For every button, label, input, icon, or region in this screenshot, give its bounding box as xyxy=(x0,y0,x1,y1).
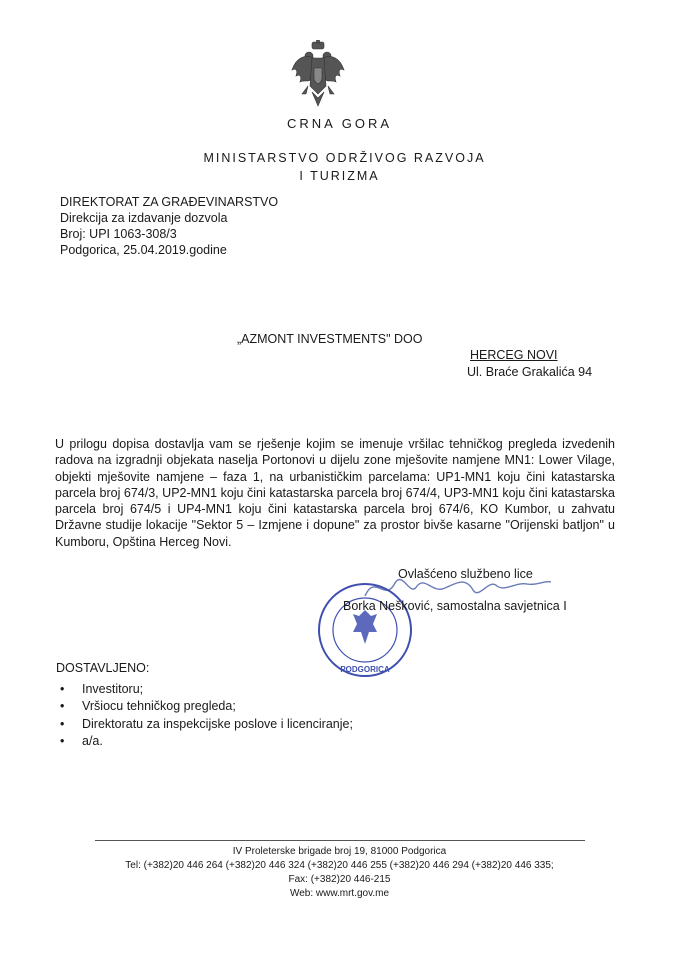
recipient-street: Ul. Braće Grakalića 94 xyxy=(467,365,593,379)
place-date: Podgorica, 25.04.2019.godine xyxy=(60,243,227,257)
bullet-icon: • xyxy=(60,733,65,748)
distribution-list xyxy=(60,681,353,750)
coat-of-arms-icon xyxy=(290,40,346,110)
department-name: Direkcija za izdavanje dozvola xyxy=(60,211,228,225)
list-item: • a/a. xyxy=(60,733,353,750)
footer-phone: Tel: (+382)20 446 264 (+382)20 446 324 (+382)20 446 255 (+382)20 446 294 (+382)20 446 335; xyxy=(125,860,554,871)
stamp-city: PODGORICA xyxy=(340,665,390,674)
signatory-name: Borka Nešković, samostalna savjetnica I xyxy=(343,599,567,613)
distribution-title: DOSTAVLJENO: xyxy=(56,661,150,675)
footer-web: Web: www.mrt.gov.me xyxy=(289,888,390,899)
footer-divider xyxy=(95,840,585,841)
list-item: • Direktoratu za inspekcijske poslove i licenciranje; xyxy=(60,716,353,733)
footer-fax: Fax: (+382)20 446-215 xyxy=(288,874,391,885)
signatory-title: Ovlašćeno službeno lice xyxy=(398,567,533,581)
ministry-name-line1: MINISTARSTVO ODRŽIVOG RAZVOJA xyxy=(203,151,486,165)
recipient-city: HERCEG NOVI xyxy=(470,348,558,362)
list-item: • Investitoru; xyxy=(60,681,353,698)
ministry-name-line2: I TURIZMA xyxy=(299,169,380,183)
recipient-name: „AZMONT INVESTMENTS" DOO xyxy=(237,332,423,346)
footer-address: IV Proleterske brigade broj 19, 81000 Podgorica xyxy=(232,846,447,857)
directorate-name: DIREKTORAT ZA GRAĐEVINARSTVO xyxy=(60,195,279,209)
list-item: • Vršiocu tehničkog pregleda; xyxy=(60,698,353,715)
bullet-icon: • xyxy=(60,682,65,696)
bullet-icon: • xyxy=(60,699,65,714)
reference-number: Broj: UPI 1063-308/3 xyxy=(60,227,177,241)
bullet-icon: • xyxy=(60,716,65,731)
country-name: CRNA GORA xyxy=(286,116,392,131)
letter-body: U prilogu dopisa dostavlja vam se rješenje kojim se imenuje vršilac tehničkog pregleda izvedenih radova na izgradnji objekata naselja Portonovi u dijelu zone mješovite namjene MN1: Lower Vilage, objekti mješovite namjene – faza 1, na urbanističkim parcelama: UP1-MN1 koju čini katastarska parcela broj 674/3, UP2-MN1 koju čini katastarska parcela broj 674/4, UP3-MN1 koju čini katastarska parcela broj 674/5 i UP4-MN1 koju čini katastarska parcela broj 674/6, KO Kumbor, u zahvatu Državne studije lokacije "Sektor 5 – Izmjene i dopune" za prostor bivše kasarne "Orijenski batljon" u Kumboru, Opština Herceg Novi. xyxy=(55,437,615,549)
